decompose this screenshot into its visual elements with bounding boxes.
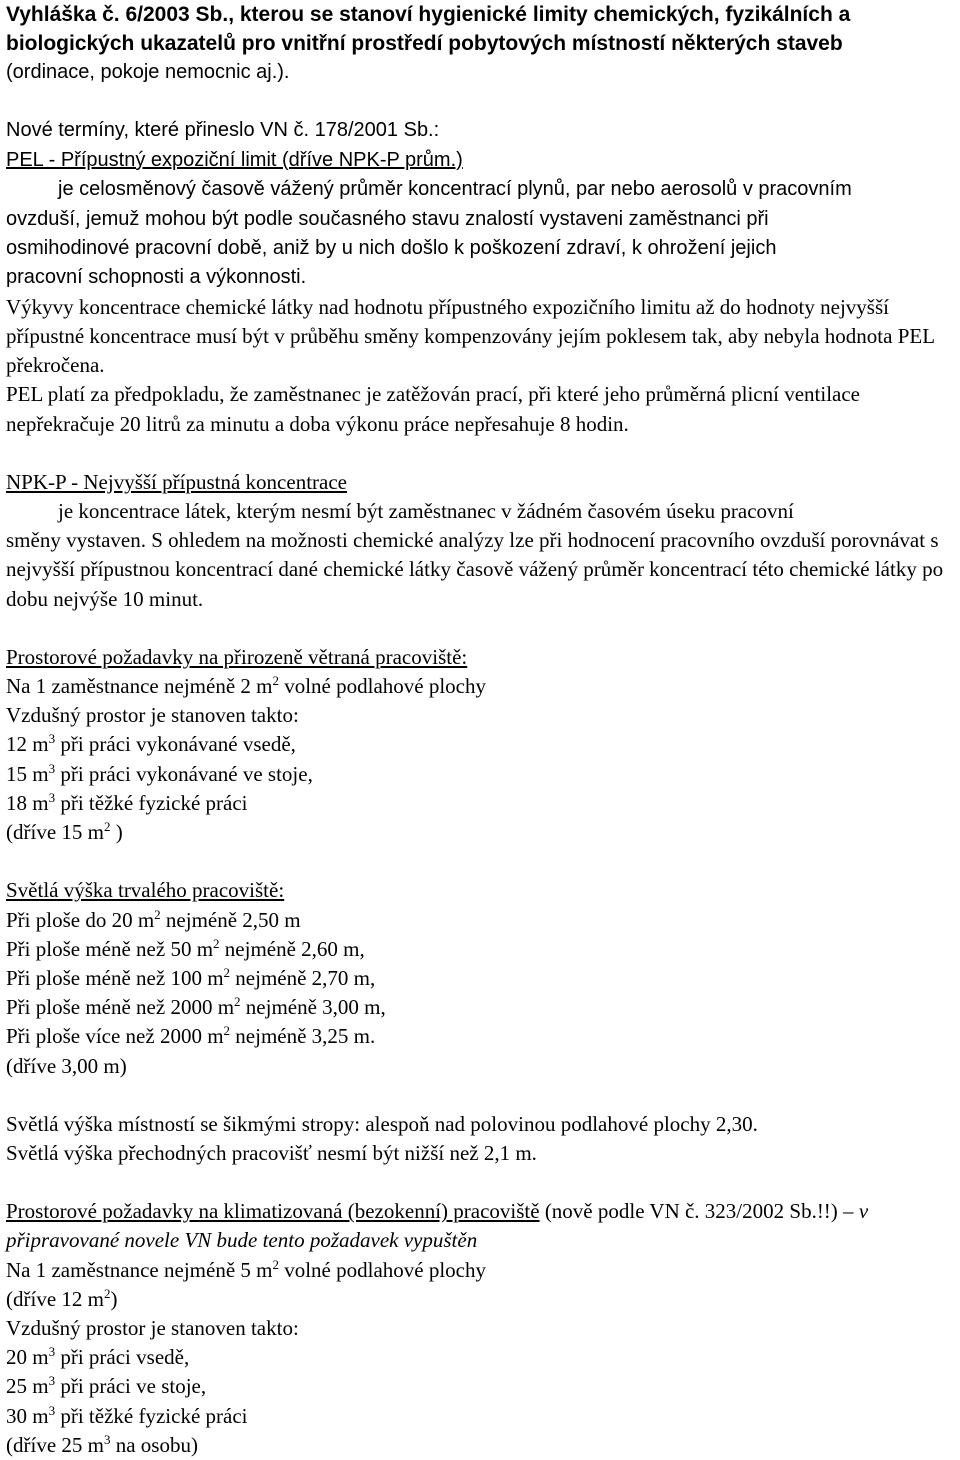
aircon-heading-note: (nově podle VN č. 323/2002 Sb.!!) – — [539, 1199, 859, 1224]
aircon-air-row: 30 $m^3$ při těžké fyzické práci — [6, 1402, 248, 1428]
height-row: Při ploše méně než 50 $m^2$ nejméně 2,60 m, — [6, 935, 365, 961]
aircon-air-row: 25 $m^3$ při práci ve stoje, — [6, 1373, 207, 1399]
sloped-ceiling-rule: Světlá výška místností se šikmými stropy: alespoň nad polovinou podlahové plochy 2,30. — [6, 1111, 758, 1136]
npk-definition-line: je koncentrace látek, kterým nesmí být zaměstnanec v žádném časovém úseku pracovní — [58, 499, 794, 524]
transit-workplace-rule: Světlá výška přechodných pracovišť nesmí být nižší než 2,1 m. — [6, 1140, 537, 1165]
height-row: Při ploše méně než 2000 $m^2$ nejméně 3,00 m, — [6, 994, 386, 1020]
pel-paragraph: Výkyvy koncentrace chemické látky nad hodnotu přípustného expozičního limitu až do hodnoty nejvyšší přípustné koncentrace musí být v průběhu směny kompenzovány jejím poklesem tak, aby nebyla hodnota PEL překročena. — [6, 294, 935, 378]
pel-definition-line: osmihodinové pracovní době, aniž by u nich došlo k poškození zdraví, k ohrožení jejich — [6, 237, 777, 260]
height-heading: Světlá výška trvalého pracoviště: — [6, 878, 285, 903]
natural-air-heading: Vzdušný prostor je stanoven takto: — [6, 703, 299, 728]
aircon-air-row: 20 $m^3$ při práci vsedě, — [6, 1344, 190, 1370]
height-row: Při ploše do 20 $m^2$ nejméně 2,50 m — [6, 906, 301, 932]
terms-intro: Nové termíny, které přineslo VN č. 178/2001 Sb.: — [6, 119, 440, 142]
height-row: Při ploše více než 2000 $m^2$ nejméně 3,25 m. — [6, 1023, 376, 1049]
title-continuation: (ordinace, pokoje nemocnic aj.). — [6, 61, 290, 83]
page-title — [6, 0, 954, 58]
pel-definition-line: je celosměnový časově vážený průměr koncentrací plynů, par nebo aerosolů v pracovním — [58, 178, 852, 201]
aircon-heading-block — [6, 1197, 954, 1255]
natural-air-row: (dříve 15 $m^2$ ) — [6, 819, 123, 845]
aircon-floor-requirement: Na 1 zaměstnance nejméně 5 $m^2$ volné podlahové plochy — [6, 1256, 487, 1282]
natural-floor-requirement: Na 1 zaměstnance nejméně 2 $m^2$ volné podlahové plochy — [6, 673, 487, 699]
height-former: (dříve 3,00 m) — [6, 1053, 127, 1078]
aircon-air-heading: Vzdušný prostor je stanoven takto: — [6, 1315, 299, 1340]
natural-air-row: 15 $m^3$ při práci vykonávané ve stoje, — [6, 760, 313, 786]
aircon-italic-note: v připravované novele VN bude tento požadavek vypuštěn — [6, 1199, 869, 1253]
aircon-air-row: (dříve 25 $m^3$ na osobu) — [6, 1431, 198, 1457]
npk-definition-line: směny vystaven. S ohledem na možnosti chemické analýzy lze při hodnocení pracovního ovzduší porovnávat s nejvyšší přípustnou koncentrací dané chemické látky časově vážený průměr koncentrací této chemické látky po dobu nejvýše 10 minut. — [6, 528, 944, 611]
aircon-heading: Prostorové požadavky na klimatizovaná (bezokenní) pracoviště — [6, 1199, 540, 1224]
npk-heading: NPK-P - Nejvyšší přípustná koncentrace — [6, 469, 347, 494]
title-text: Vyhláška č. 6/2003 Sb., kterou se stanoví hygienické limity chemických, fyzikálních a biologických ukazatelů pro vnitřní prostředí pobytových místností některých staveb — [6, 3, 851, 55]
natural-ventilation-heading: Prostorové požadavky na přirozeně větraná pracoviště: — [6, 644, 468, 669]
pel-paragraph: PEL platí za předpokladu, že zaměstnanec je zatěžován prací, při které jeho průměrná plicní ventilace nepřekračuje 20 litrů za minutu a doba výkonu práce nepřesahuje 8 hodin. — [6, 382, 860, 436]
pel-definition-line: ovzduší, jemuž mohou být podle současného stavu znalostí vystaveni zaměstnanci při — [6, 207, 769, 230]
natural-air-row: 18 $m^3$ při těžké fyzické práci — [6, 789, 248, 815]
pel-heading: PEL - Přípustný expoziční limit (dříve NPK-P prům.) — [6, 148, 463, 171]
height-row: Při ploše méně než 100 $m^2$ nejméně 2,70 m, — [6, 964, 376, 990]
pel-definition-line: pracovní schopnosti a výkonnosti. — [6, 266, 307, 289]
aircon-floor-former: (dříve 12 $m^2$) — [6, 1285, 118, 1311]
natural-air-row: 12 $m^3$ při práci vykonávané vsedě, — [6, 731, 296, 757]
